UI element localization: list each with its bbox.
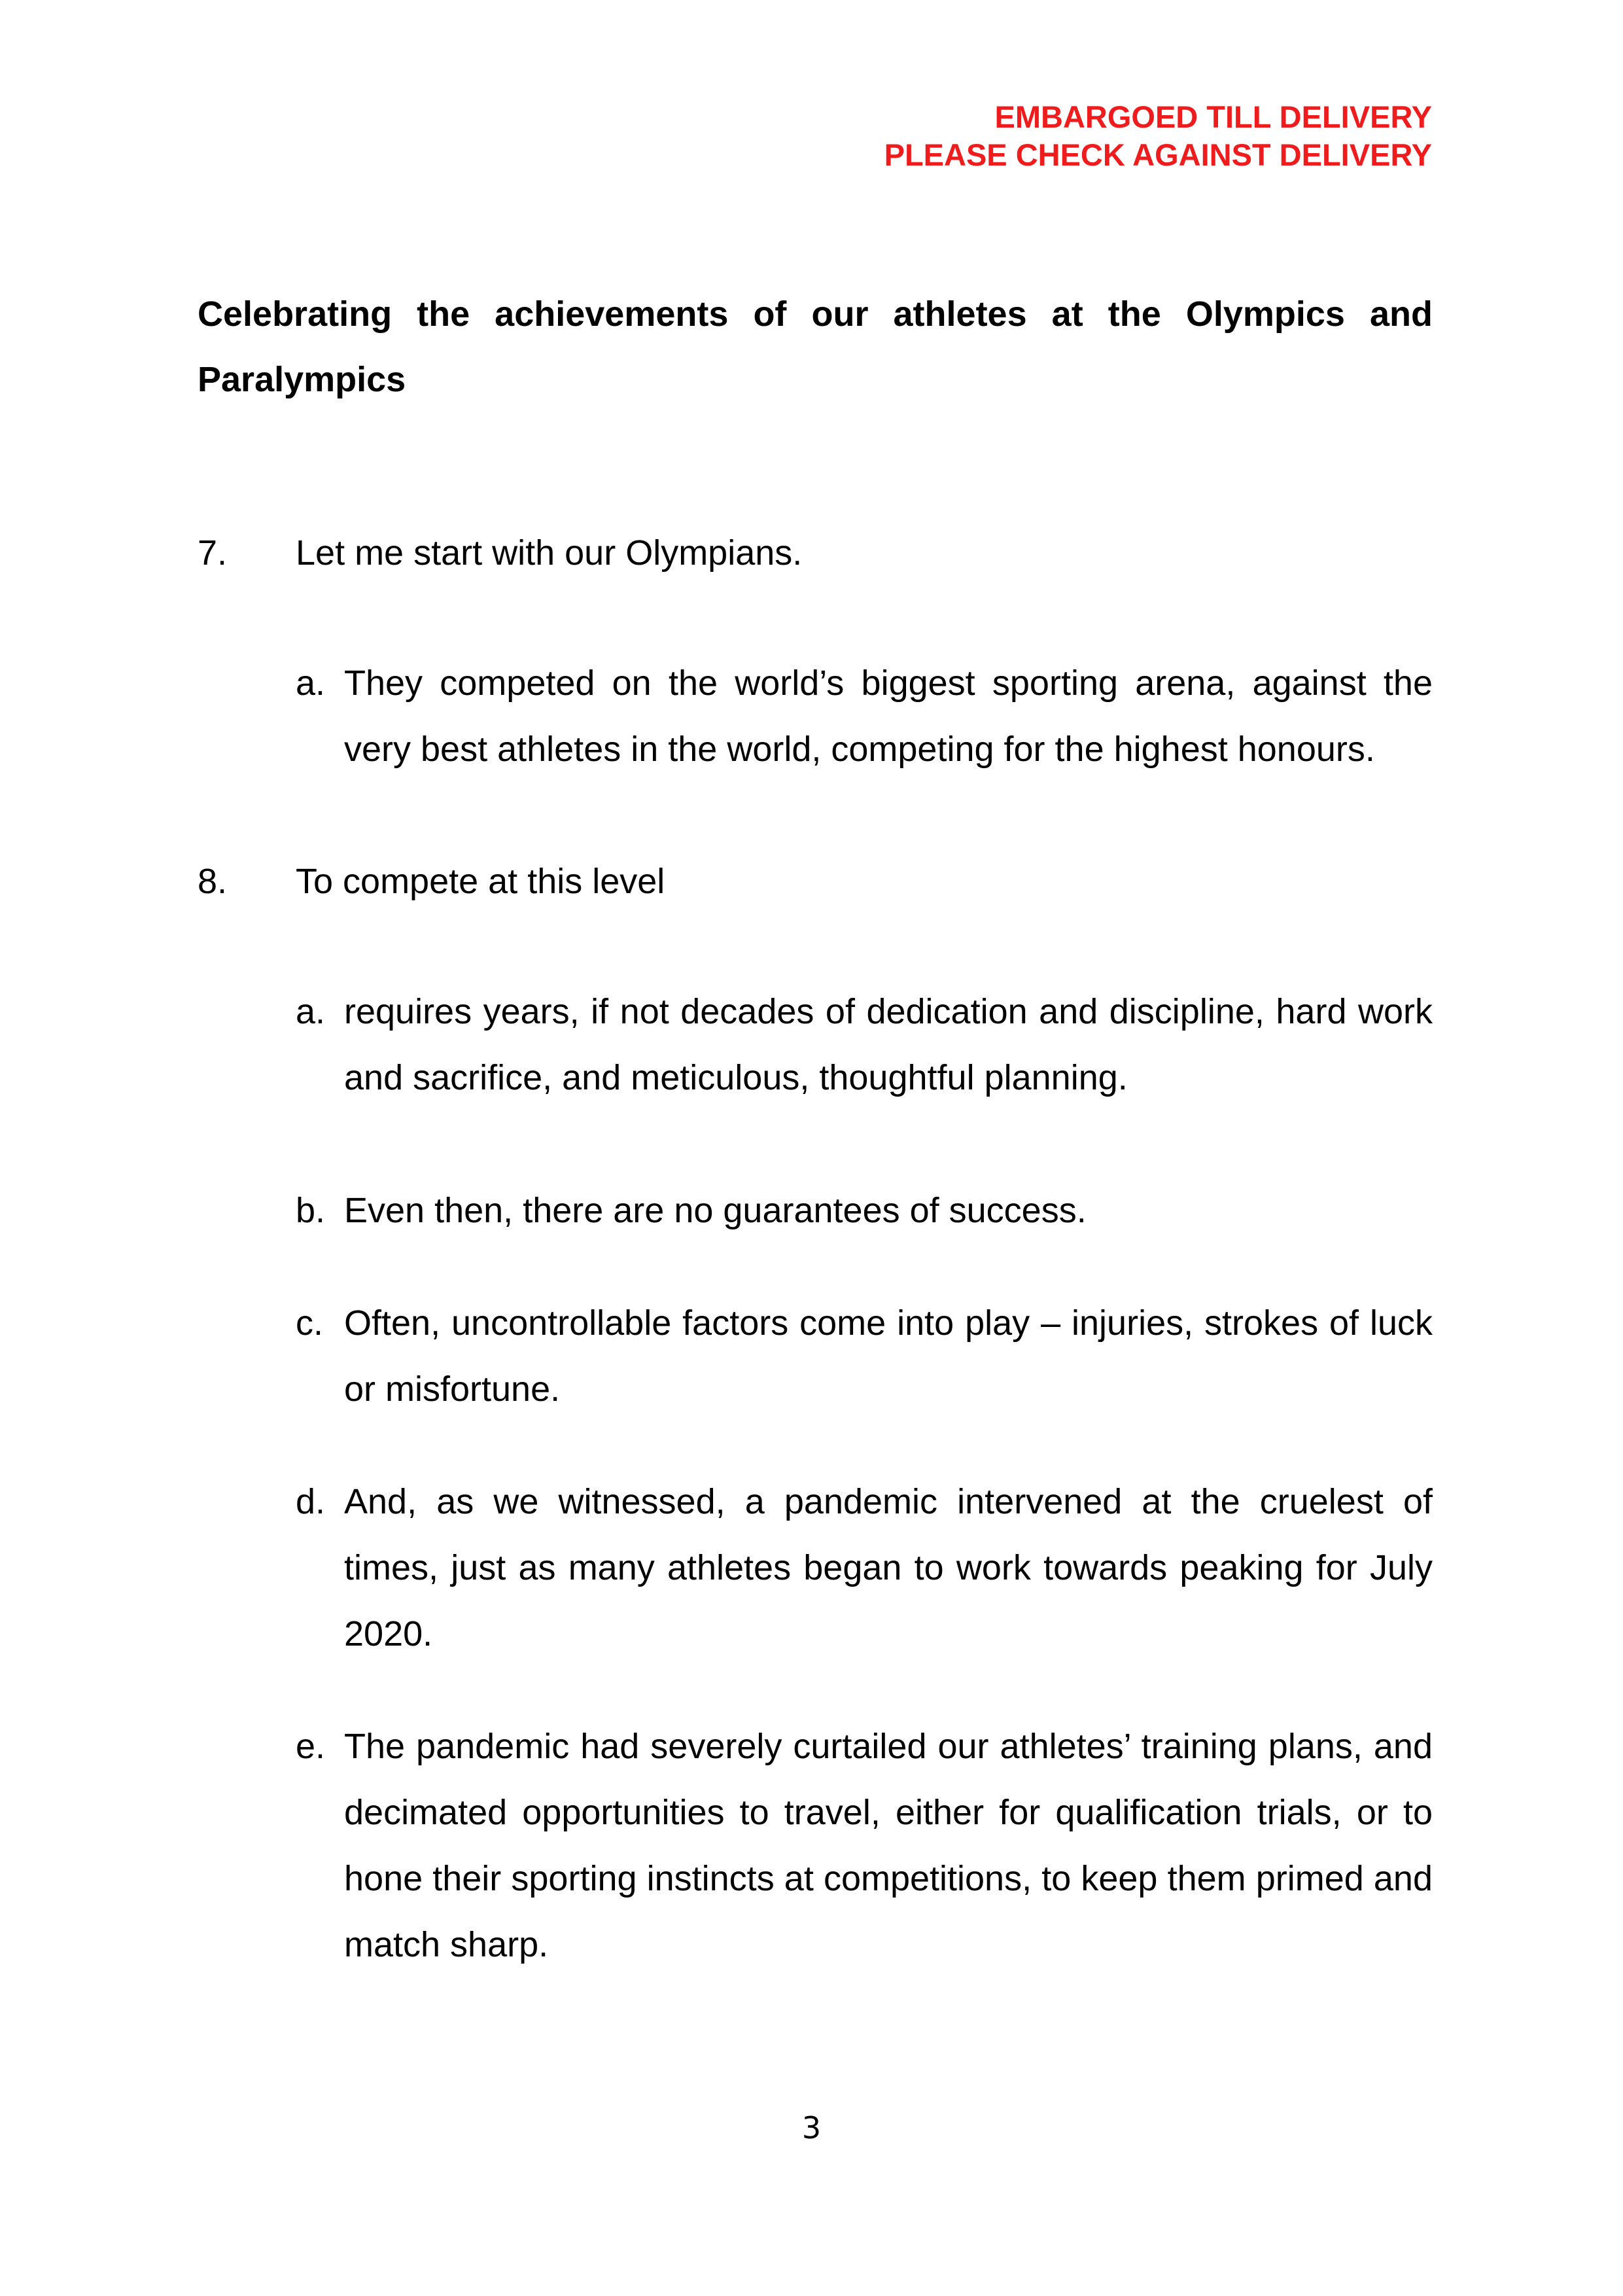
list-item-text: Often, uncontrollable factors come into play – injuries, strokes of luck or misfortune. [344, 1303, 1433, 1409]
list-item-letter: b. [296, 1191, 326, 1230]
list-item-8e [296, 1714, 1433, 1978]
section-heading: Celebrating the achievements of our athletes at the Olympics and Paralympics [198, 294, 1433, 399]
list-item-text: And, as we witnessed, a pandemic intervened at the cruelest of times, just as many athletes began to work towards peaking for July 2020. [344, 1482, 1433, 1653]
list-item-8a [296, 979, 1433, 1111]
paragraph-text: To compete at this level [296, 862, 665, 901]
list-item-letter: c. [296, 1303, 324, 1343]
list-item-text: The pandemic had severely curtailed our athletes’ training plans, and decimated opportunities to travel, either for qualification trials, or to hone their sporting instincts at competitions, to keep them primed and match sharp. [344, 1727, 1433, 1964]
paragraph-number: 8. [198, 862, 228, 901]
page-number: 3 [801, 2110, 822, 2146]
list-item-8b [296, 1178, 1433, 1244]
list-item-letter: a. [296, 663, 326, 703]
list-item-text: requires years, if not decades of dedication and discipline, hard work and sacrifice, and meticulous, thoughtful planning. [344, 992, 1433, 1097]
list-item-text: They competed on the world’s biggest sporting arena, against the very best athletes in the world, competing for the highest honours. [344, 663, 1433, 769]
embargo-notice [884, 98, 1432, 174]
list-item-8d [296, 1469, 1433, 1667]
embargo-line-1: EMBARGOED TILL DELIVERY [994, 99, 1432, 134]
list-item-7a [296, 650, 1433, 783]
embargo-line-2: PLEASE CHECK AGAINST DELIVERY [884, 137, 1432, 172]
list-item-letter: d. [296, 1482, 326, 1521]
list-item-letter: e. [296, 1727, 326, 1766]
list-item-8c [296, 1290, 1433, 1422]
paragraph-text: Let me start with our Olympians. [296, 533, 803, 573]
paragraph-number: 7. [198, 533, 228, 573]
list-item-text: Even then, there are no guarantees of success. [344, 1191, 1087, 1230]
list-item-letter: a. [296, 992, 326, 1031]
